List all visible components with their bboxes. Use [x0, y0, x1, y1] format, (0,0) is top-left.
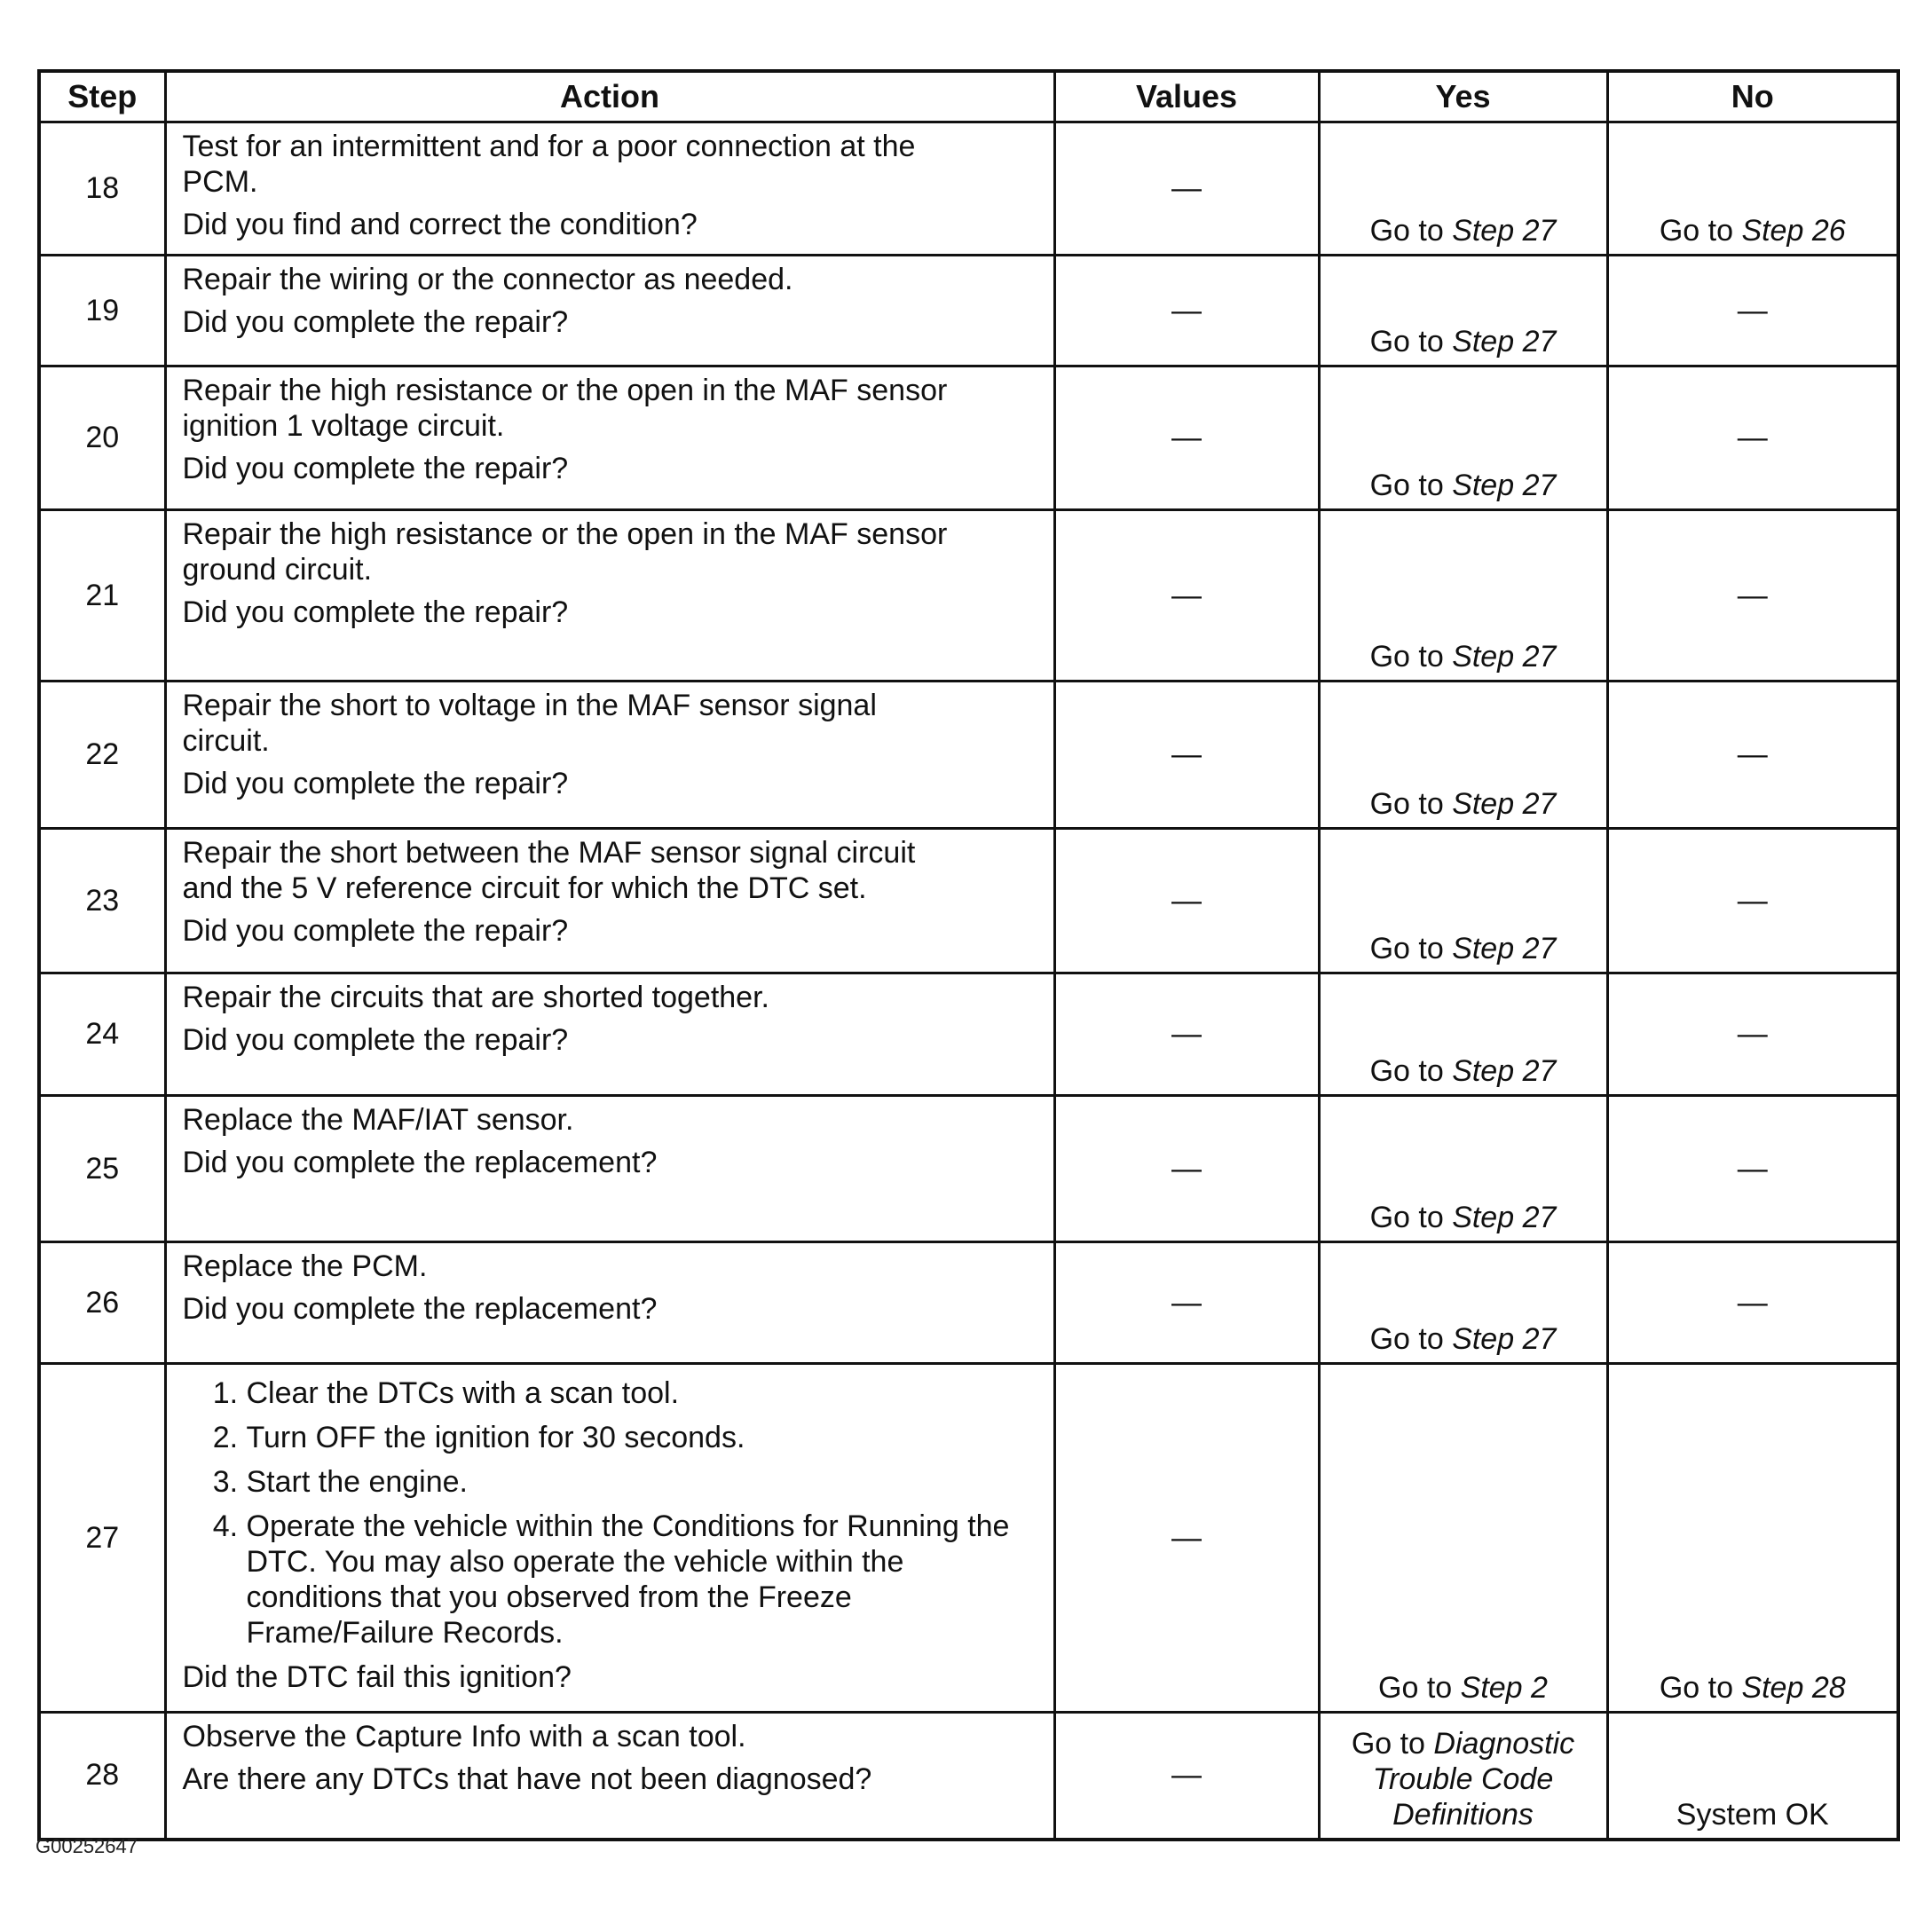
no-cell [1607, 256, 1898, 366]
action-question: Did you complete the repair? [182, 914, 569, 948]
action-text: Repair the high resistance or the open in the MAF sensor ignition 1 voltage circuit. [182, 374, 948, 443]
table-row [39, 1096, 1898, 1242]
step-number: 23 [39, 829, 165, 973]
no-cell [1607, 122, 1898, 256]
yes-goto[interactable] [1352, 1727, 1574, 1832]
no-dash: — [1737, 737, 1768, 771]
yes-goto[interactable] [1370, 1054, 1557, 1088]
values-cell: — [1054, 1713, 1319, 1840]
yes-goto-prefix: Go to [1369, 1322, 1453, 1356]
procedure-step: 3. Start the engine. [247, 1464, 1043, 1500]
no-goto-prefix: Go to [1659, 1671, 1742, 1705]
yes-cell [1319, 1242, 1607, 1364]
yes-cell [1319, 1096, 1607, 1242]
table-body [39, 122, 1898, 1840]
no-text: System OK [1676, 1797, 1829, 1832]
values-cell: — [1054, 682, 1319, 829]
yes-goto-prefix: Go to [1369, 640, 1453, 674]
yes-goto[interactable] [1370, 1322, 1557, 1356]
action-text: Repair the high resistance or the open in the MAF sensor ground circuit. [182, 517, 948, 587]
action-question: Did you find and correct the condition? [182, 208, 698, 241]
yes-goto[interactable] [1370, 787, 1557, 821]
table-row [39, 829, 1898, 973]
action-text: Repair the wiring or the connector as needed. [182, 263, 793, 296]
step-number: 24 [39, 973, 165, 1096]
yes-goto-link[interactable]: Step 2 [1460, 1671, 1548, 1705]
action-cell [165, 1713, 1054, 1840]
yes-goto-prefix: Go to [1369, 1201, 1453, 1234]
action-question: Did you complete the replacement? [182, 1146, 658, 1179]
step-number: 18 [39, 122, 165, 256]
action-text: Observe the Capture Info with a scan tool. [182, 1720, 746, 1753]
no-dash: — [1737, 883, 1768, 918]
no-cell [1607, 366, 1898, 510]
table-header [39, 71, 1898, 122]
yes-goto-link[interactable]: Step 27 [1452, 932, 1557, 965]
action-cell [165, 122, 1054, 256]
no-cell [1607, 682, 1898, 829]
table-row [39, 122, 1898, 256]
action-text: Repair the short between the MAF sensor signal circuit and the 5 V reference circuit for which the DTC set. [182, 836, 916, 905]
yes-cell [1319, 829, 1607, 973]
no-dash: — [1737, 578, 1768, 612]
diagnostic-table [37, 69, 1900, 1841]
no-goto[interactable] [1660, 1671, 1846, 1705]
yes-goto-link[interactable]: Step 27 [1452, 640, 1557, 674]
yes-goto-link[interactable]: Step 27 [1452, 325, 1557, 359]
yes-goto-link[interactable]: Step 27 [1452, 1054, 1557, 1088]
values-cell: — [1054, 122, 1319, 256]
table-row [39, 1713, 1898, 1840]
action-question: Did you complete the repair? [182, 595, 569, 629]
header-yes: Yes [1319, 71, 1607, 122]
table-row [39, 256, 1898, 366]
procedure-step: 4. Operate the vehicle within the Conditions for Running the DTC. You may also operate the vehicle within the conditions that you observed from the Freeze Frame/Failure Records. [247, 1509, 1043, 1651]
yes-goto-prefix: Go to [1369, 932, 1453, 965]
step-number: 27 [39, 1364, 165, 1713]
yes-goto-link[interactable]: Step 27 [1452, 214, 1557, 248]
no-dash: — [1737, 293, 1768, 327]
action-cell [165, 973, 1054, 1096]
action-cell [165, 1242, 1054, 1364]
yes-cell [1319, 973, 1607, 1096]
yes-goto[interactable] [1370, 214, 1557, 248]
values-cell: — [1054, 256, 1319, 366]
yes-cell [1319, 256, 1607, 366]
action-text: Replace the PCM. [182, 1249, 428, 1283]
no-cell [1607, 1096, 1898, 1242]
yes-goto-link[interactable]: Step 27 [1452, 787, 1557, 821]
step-number: 19 [39, 256, 165, 366]
action-question: Did you complete the repair? [182, 452, 569, 485]
procedure-list [183, 1375, 1043, 1651]
action-cell [165, 510, 1054, 682]
yes-cell [1319, 1364, 1607, 1713]
yes-cell [1319, 510, 1607, 682]
yes-goto[interactable] [1370, 1201, 1557, 1234]
no-goto-link[interactable]: Step 28 [1741, 1671, 1846, 1705]
yes-goto[interactable] [1378, 1671, 1548, 1705]
procedure-step: 2. Turn OFF the ignition for 30 seconds. [247, 1420, 1043, 1455]
action-cell [165, 1096, 1054, 1242]
no-dash: — [1737, 421, 1768, 454]
figure-id: G00252647 [35, 1835, 138, 1857]
action-text: Replace the MAF/IAT sensor. [182, 1103, 574, 1137]
step-number: 21 [39, 510, 165, 682]
table-row [39, 366, 1898, 510]
yes-cell [1319, 682, 1607, 829]
no-goto-prefix: Go to [1659, 214, 1742, 248]
yes-goto[interactable] [1370, 325, 1557, 359]
table-row [39, 973, 1898, 1096]
yes-goto-link[interactable]: Step 27 [1452, 469, 1557, 502]
yes-goto-link[interactable]: Step 27 [1452, 1322, 1557, 1356]
step-number: 26 [39, 1242, 165, 1364]
table-row [39, 1242, 1898, 1364]
action-cell [165, 829, 1054, 973]
header-values: Values [1054, 71, 1319, 122]
no-cell [1607, 1364, 1898, 1713]
header-no: No [1607, 71, 1898, 122]
no-dash: — [1737, 1151, 1768, 1186]
values-cell: — [1054, 366, 1319, 510]
table-row [39, 510, 1898, 682]
action-cell [165, 682, 1054, 829]
no-cell [1607, 973, 1898, 1096]
action-cell [165, 366, 1054, 510]
yes-goto-prefix: Go to [1378, 1671, 1461, 1705]
action-question: Did you complete the replacement? [182, 1292, 658, 1326]
no-cell [1607, 510, 1898, 682]
yes-cell [1319, 366, 1607, 510]
yes-goto-prefix: Go to [1351, 1726, 1434, 1761]
table-row [39, 1364, 1898, 1713]
step-number: 22 [39, 682, 165, 829]
action-text: Test for an intermittent and for a poor connection at the PCM. [182, 130, 916, 199]
values-cell: — [1054, 829, 1319, 973]
values-cell: — [1054, 510, 1319, 682]
no-cell [1607, 829, 1898, 973]
no-cell [1607, 1242, 1898, 1364]
no-cell [1607, 1713, 1898, 1840]
yes-goto-prefix: Go to [1369, 1054, 1453, 1088]
action-question: Did you complete the repair? [182, 767, 569, 800]
table-row [39, 682, 1898, 829]
procedure-step: 1. Clear the DTCs with a scan tool. [247, 1375, 1043, 1411]
yes-goto-prefix: Go to [1369, 469, 1453, 502]
header-action: Action [165, 71, 1054, 122]
no-dash: — [1737, 1285, 1768, 1320]
no-goto-link[interactable]: Step 26 [1741, 214, 1846, 248]
yes-goto-prefix: Go to [1369, 787, 1453, 821]
action-question: Did you complete the repair? [182, 305, 569, 339]
values-cell: — [1054, 1364, 1319, 1713]
yes-goto[interactable] [1370, 640, 1557, 674]
action-cell [165, 1364, 1054, 1713]
yes-goto-link[interactable]: Step 27 [1452, 1201, 1557, 1234]
yes-cell [1319, 1713, 1607, 1840]
no-dash: — [1737, 1017, 1768, 1051]
yes-cell [1319, 122, 1607, 256]
step-number: 20 [39, 366, 165, 510]
action-cell [165, 256, 1054, 366]
action-question: Did you complete the repair? [182, 1023, 569, 1057]
values-cell: — [1054, 973, 1319, 1096]
values-cell: — [1054, 1096, 1319, 1242]
action-text: Repair the short to voltage in the MAF sensor signal circuit. [182, 689, 877, 758]
yes-goto-prefix: Go to [1369, 214, 1453, 248]
yes-goto[interactable] [1370, 469, 1557, 502]
no-goto[interactable] [1660, 214, 1846, 248]
action-text: Repair the circuits that are shorted together. [182, 981, 769, 1014]
action-question: Did the DTC fail this ignition? [182, 1660, 572, 1694]
yes-goto[interactable] [1370, 932, 1557, 965]
header-step: Step [39, 71, 165, 122]
values-cell: — [1054, 1242, 1319, 1364]
yes-goto-link[interactable]: Diagnostic Trouble Code Definitions [1372, 1726, 1575, 1832]
step-number: 25 [39, 1096, 165, 1242]
step-number: 28 [39, 1713, 165, 1840]
yes-goto-prefix: Go to [1369, 325, 1453, 359]
header-row [39, 71, 1898, 122]
action-question: Are there any DTCs that have not been diagnosed? [182, 1762, 872, 1796]
